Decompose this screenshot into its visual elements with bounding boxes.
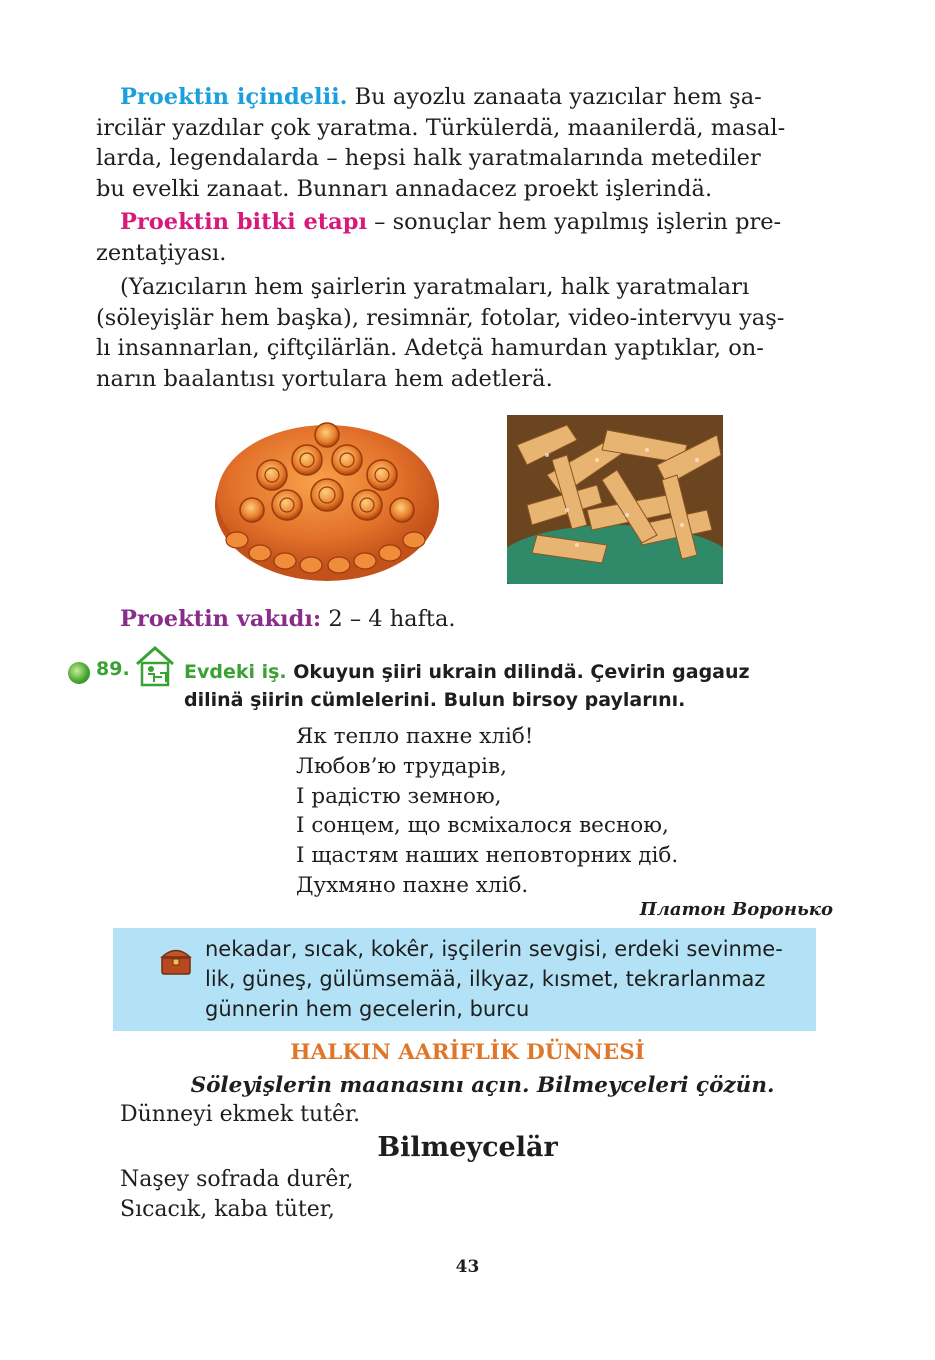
riddle-line: Naşey sofrada durêr, [120, 1167, 354, 1192]
project-duration [120, 606, 456, 632]
paragraph-line: Bu ayozlu zanaata yazıcılar hem şa- [347, 84, 762, 110]
paragraph-line: – sonuçlar hem yapılmış işlerin pre- [367, 209, 782, 235]
section-subtitle: Söleyişlerin maanasını açın. Bilmeyceleri çözün. [190, 1073, 775, 1098]
paragraph-line: (Yazıcıların hem şairlerin yaratmaları, halk yaratmaları [120, 274, 750, 300]
paragraph-line: (söleyişlär hem başka), resimnär, fotolar, video-intervyu yaş- [96, 304, 785, 331]
poem-line: Як тепло пахне хліб! [296, 724, 534, 749]
pastry-photo [507, 415, 723, 584]
bread-photo [212, 405, 442, 585]
riddle-line: Sıcacık, kaba tüter, [120, 1197, 335, 1222]
duration-value: 2 – 4 hafta. [321, 606, 456, 632]
vocabulary-box [113, 928, 816, 1031]
task-line: dilinä şiirin cümlelerini. Bulun birsoy paylarını. [184, 689, 686, 711]
proverb: Dünneyi ekmek tutêr. [120, 1102, 361, 1127]
task-number: 89. [96, 658, 130, 680]
page-number: 43 [455, 1257, 480, 1277]
content-label: Proektin içindelii. [120, 84, 348, 110]
paragraph-line: bu evelki zanaat. Bunnarı annadacez proekt işlerindä. [96, 175, 713, 202]
paragraph-line: zentaţiyası. [96, 239, 227, 266]
vocabulary-text [205, 934, 805, 1024]
poem-line: І радістю земною, [296, 783, 502, 809]
poem-line: І сонцем, що всміхалося весною, [296, 813, 669, 839]
vocabulary-line: lik, güneş, gülümsemää, ilkyaz, kısmet, tekrarlanmaz [205, 967, 766, 991]
treasure-chest-icon [159, 944, 193, 976]
riddles-heading: Bilmeycelär [377, 1132, 558, 1163]
poem [296, 722, 678, 901]
task-line: Okuyun şiiri ukrain dilindä. Çevirin gagauz [286, 661, 750, 683]
vocabulary-line: nekadar, sıcak, kokêr, işçilerin sevgisi, erdeki sevinme- [205, 937, 783, 961]
section-title: HALKIN AARİFLİK DÜNNESİ [290, 1040, 645, 1065]
poem-author: Платон Воронько [639, 899, 833, 920]
paragraph-line: larda, legendalarda – hepsi halk yaratmalarında metediler [96, 145, 761, 171]
poem-line: Любов’ю трударів, [296, 753, 507, 779]
task-89 [66, 656, 836, 716]
paragraph-line: narın baalantısı yortulara hem adetlerä. [96, 365, 553, 392]
poem-line: Духмяно пахне хліб. [296, 872, 529, 898]
duration-label: Proektin vakıdı: [120, 606, 322, 632]
house-icon [134, 644, 176, 688]
paragraph-materials [96, 272, 833, 394]
paragraph-line: lı insannarlan, çiftçilärlän. Adetçä hamurdan yaptıklar, on- [96, 335, 764, 361]
poem-line: І щастям наших неповторних діб. [296, 843, 679, 869]
task-title: Evdeki iş. [184, 661, 287, 683]
task-marker-icon [68, 662, 90, 684]
paragraph-final-stage [96, 207, 833, 268]
paragraph-line: ircilär yazdılar çok yaratma. Türkülerdä, maanilerdä, masal- [96, 114, 786, 141]
vocabulary-line: günnerin hem gecelerin, burcu [205, 997, 530, 1021]
task-text [184, 658, 834, 714]
paragraph-content [96, 82, 833, 204]
final-stage-label: Proektin bitki etapı [120, 209, 368, 235]
